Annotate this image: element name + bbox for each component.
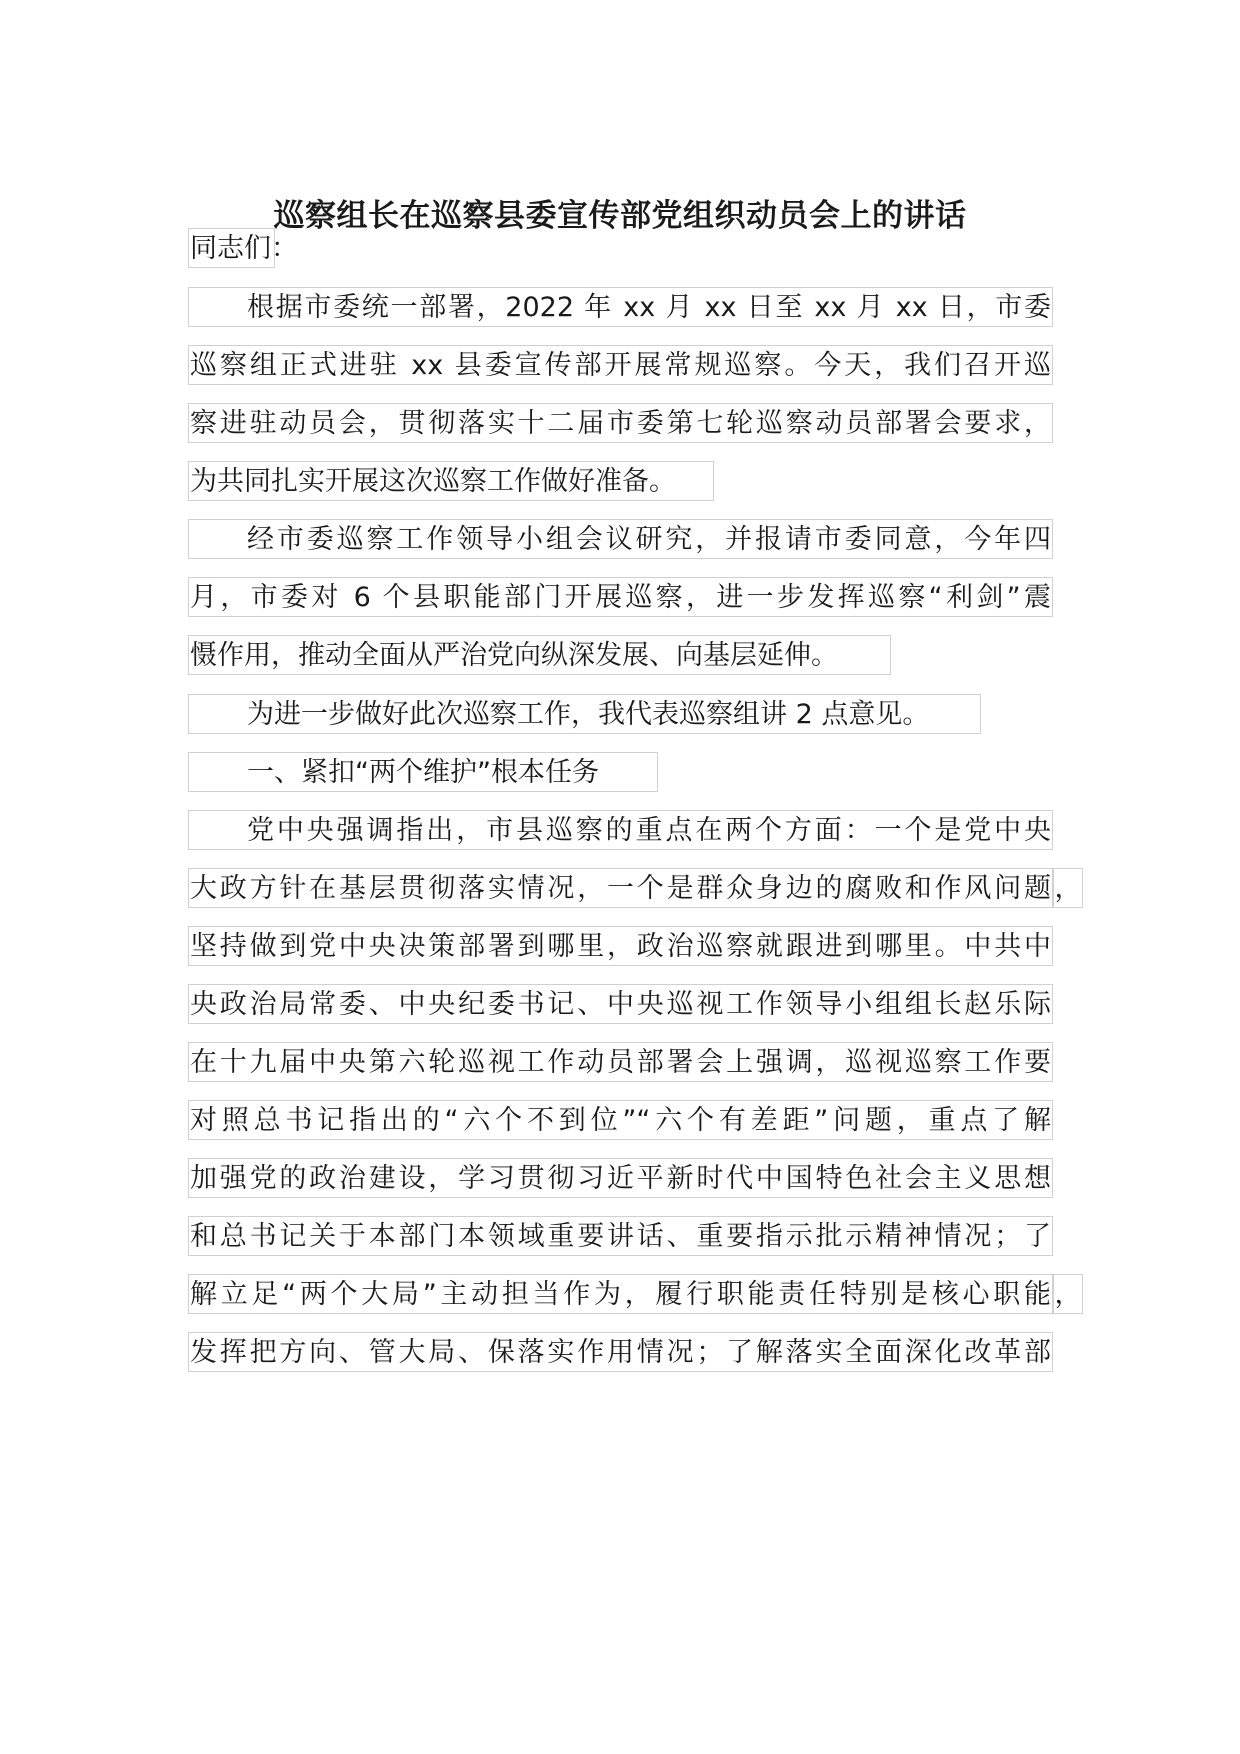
paragraph-line: 党中央强调指出，市县巡察的重点在两个方面：一个是党中央 (188, 810, 1053, 850)
paragraph-line: 大政方针在基层贯彻落实情况，一个是群众身边的腐败和作风问题 (188, 868, 1053, 908)
paragraph-line: 解立足“两个大局”主动担当作为，履行职能责任特别是核心职能 (188, 1274, 1053, 1314)
paragraph-line: 在十九届中央第六轮巡视工作动员部署会上强调，巡视巡察工作要 (188, 1042, 1053, 1082)
paragraph-line: 经市委巡察工作领导小组会议研究，并报请市委同意，今年四 (188, 519, 1053, 559)
paragraph-line: 巡察组正式进驻 xx 县委宣传部开展常规巡察。今天，我们召开巡 (188, 345, 1053, 385)
document-title: 巡察组长在巡察县委宣传部党组织动员会上的讲话 (273, 198, 967, 234)
paragraph-line: 和总书记关于本部门本领域重要讲话、重要指示批示精神情况；了 (188, 1216, 1053, 1256)
paragraph-line: 对照总书记指出的“六个不到位”“六个有差距”问题，重点了解 (188, 1100, 1053, 1140)
paragraph-line: 加强党的政治建设，学习贯彻习近平新时代中国特色社会主义思想 (188, 1158, 1053, 1198)
salutation: 同志们： (188, 228, 275, 268)
paragraph-line: 察进驻动员会，贯彻落实十二届市委第七轮巡察动员部署会要求， (188, 403, 1053, 443)
section-heading: 一、紧扣“两个维护”根本任务 (188, 752, 658, 792)
paragraph-line: 发挥把方向、管大局、保落实作用情况；了解落实全面深化改革部 (188, 1332, 1053, 1372)
overflow-punctuation: ， (1053, 1274, 1083, 1314)
paragraph-line: 根据市委统一部署，2022 年 xx 月 xx 日至 xx 月 xx 日，市委 (188, 287, 1053, 327)
paragraph-line: 坚持做到党中央决策部署到哪里，政治巡察就跟进到哪里。中共中 (188, 926, 1053, 966)
paragraph-line: 为共同扎实开展这次巡察工作做好准备。 (188, 461, 714, 501)
paragraph-line: 慑作用，推动全面从严治党向纵深发展、向基层延伸。 (188, 635, 891, 675)
paragraph-line: 央政治局常委、中央纪委书记、中央巡视工作领导小组组长赵乐际 (188, 984, 1053, 1024)
overflow-punctuation: ， (1053, 868, 1083, 908)
paragraph-line: 为进一步做好此次巡察工作，我代表巡察组讲 2 点意见。 (188, 694, 981, 734)
paragraph-line: 月，市委对 6 个县职能部门开展巡察，进一步发挥巡察“利剑”震 (188, 577, 1053, 617)
